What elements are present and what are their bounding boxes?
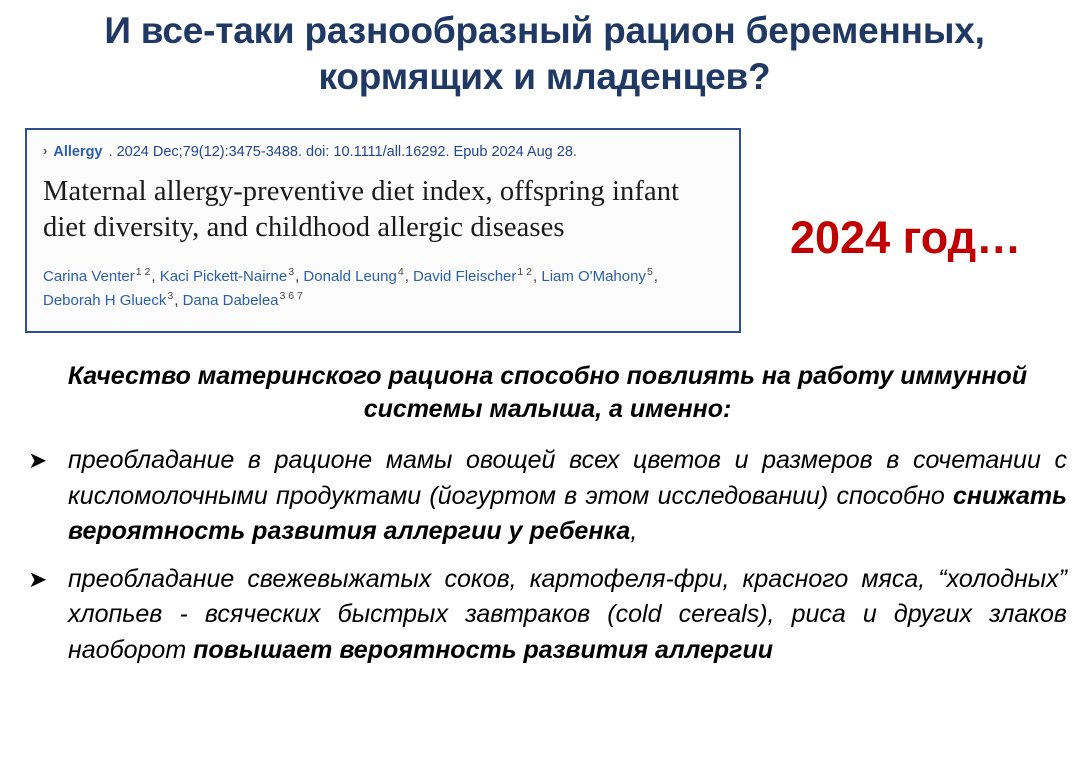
author-item[interactable]: Dana Dabelea xyxy=(182,292,279,310)
author-affiliation: 3 xyxy=(167,290,174,303)
page-title: И все-таки разнообразный рацион беременных, кормящих и младенцев? xyxy=(104,10,985,97)
author-affiliation: 1 2 xyxy=(135,265,151,278)
author-item[interactable]: Liam O'Mahony xyxy=(541,267,646,285)
chevron-right-icon: › xyxy=(43,143,48,158)
list-item-text-emphasis: повышает вероятность развития аллергии xyxy=(193,635,774,664)
list-item-text-tail: , xyxy=(630,517,638,545)
list-item-text-plain: преобладание в рационе мамы овощей всех цветов и размеров в сочетании с кисломолочными продуктами (йогуртом в этом исследовании) способно xyxy=(68,446,1067,510)
arrow-bullet-icon: ➤ xyxy=(28,565,48,592)
year-stamp: 2024 год… xyxy=(790,212,1022,263)
author-item[interactable]: David Fleischer xyxy=(413,267,517,285)
citation-journal-line xyxy=(43,144,723,160)
author-affiliation: 3 xyxy=(288,265,295,278)
author-item[interactable]: Deborah H Glueck xyxy=(43,292,167,310)
author-affiliation: 3 6 7 xyxy=(279,290,303,303)
citation-card xyxy=(25,128,741,333)
author-item[interactable]: Donald Leung xyxy=(303,267,397,285)
list-item xyxy=(22,443,1067,550)
author-affiliation: 5 xyxy=(646,265,653,278)
author-item[interactable]: Carina Venter xyxy=(43,267,135,285)
author-item[interactable]: Kaci Pickett-Nairne xyxy=(159,267,288,285)
list-item-text-plain: преобладание свежевыжатых соков, картофеля-фри, красного мяса, “холодных” хлопьев - всяческих быстрых завтраков (cold cereals), риса и других злаков наоборот xyxy=(68,564,1067,664)
list-item xyxy=(22,562,1067,669)
list-item-text-emphasis: снижать вероятность развития аллергии у ребенка xyxy=(68,481,1067,545)
arrow-bullet-icon: ➤ xyxy=(28,447,48,473)
author-affiliation: 4 xyxy=(397,265,404,278)
article-title: Maternal allergy-preventive diet index, offspring infant diet diversity, and childhood allergic diseases xyxy=(43,176,680,243)
author-affiliation: 1 2 xyxy=(517,265,533,278)
journal-name[interactable]: Allergy xyxy=(53,144,103,160)
lead-statement: Качество материнского рациона способно повлиять на работу иммунной системы малыша, а именно: xyxy=(67,362,1028,424)
bullet-list xyxy=(22,443,1067,680)
author-list: Carina Venter$^{1 2}$, Kaci Pickett-Nairne$^3$, Donald Leung$^4$, David Fleischer$^{1 2}$, Liam O'Mahony$^5$, Deborah H Glueck$^3$, Dana Dabelea$^{3 6 7}$ xyxy=(43,265,658,310)
journal-details: . 2024 Dec;79(12):3475-3488. doi: 10.1111/all.16292. Epub 2024 Aug 28. xyxy=(108,144,577,160)
